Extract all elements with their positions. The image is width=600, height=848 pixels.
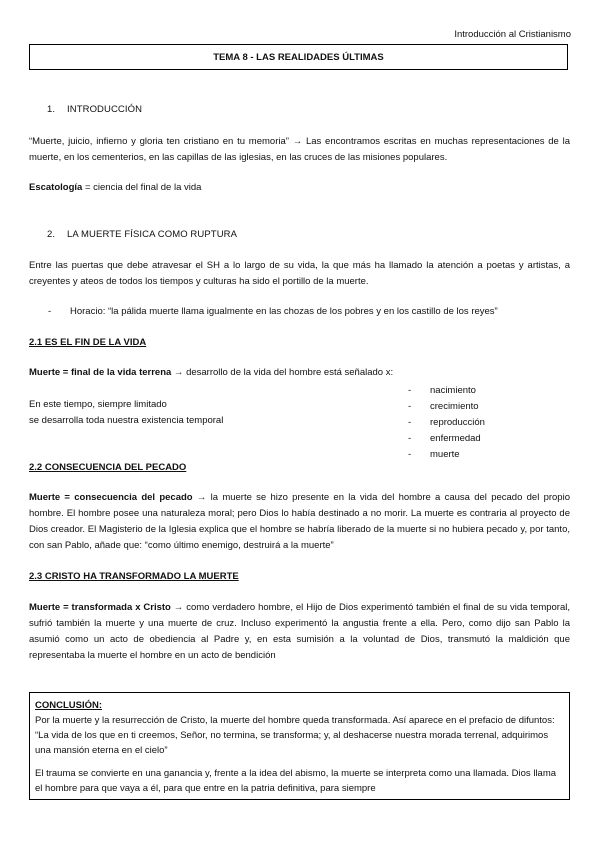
list-item: - enfermedad [408,433,481,444]
horacio-bullet [48,306,498,317]
paragraph-text: → como verdadero hombre, el Hijo de Dios experimentó también el final de su vida temporal, sufrió también la muerte y una muerte de cruz. Incluso experimentó la angustia frente a ella. Pero, como dijo san Pablo la asumió como un acto de obediencia al Padre y, en esta sumisión a la voluntad de Dios, transmutó la maldición que representaba la muerte el hombre en un acto de bendición [29,602,570,661]
conclusion-paragraph-1: Por la muerte y la resurrección de Cristo, la muerte del hombre queda transformada. Así aparece en el prefacio de difuntos: “La vida de los que en ti creemos, Señor, no termina, se transforma; y, al deshacerse nuestra morada terrenal, adquirimos una mansión eterna en el cielo” [35,715,555,756]
section-1-heading [47,104,142,115]
section-1-number: 1. [47,104,56,115]
intro-paragraph [29,134,570,166]
conclusion-title: CONCLUSIÓN: [35,700,103,711]
conclusion-paragraph-2: El trauma se convierte en una ganancia y, frente a la idea del abismo, la muerte se interpreta como una llamada. Dios llama el hombre para que vaya a él, para que entre en la patria definitiva, para siempre [35,768,557,794]
lead-rest: → desarrollo de la vida del hombre está señalado x: [171,367,394,378]
horacio-quote: Horacio: “la pálida muerte llama igualmente en las chozas de los pobres y en los castillo de los reyes” [70,306,498,317]
subsection-2-2-paragraph [29,490,570,554]
tema-title: TEMA 8 - LAS REALIDADES ÚLTIMAS [213,51,384,63]
list-item: - muerte [408,449,460,460]
escatologia-definition [29,182,201,193]
subsection-2-2-heading: 2.2 CONSECUENCIA DEL PECADO [29,462,187,473]
section-1-title: INTRODUCCIÓN [67,104,143,115]
lead-bold: Muerte = final de la vida terrena [29,367,172,378]
list-item: - nacimiento [408,385,476,396]
lead-bold: Muerte = consecuencia del pecado [29,492,193,503]
subsection-2-1-lead [29,367,393,378]
life-stages-list [408,383,485,463]
intro-quote-rest: → Las encontramos escritas en muchas representaciones de la muerte, en los cementerios, en las capillas de las iglesias, en las cruces de las misiones populares. [29,136,571,163]
section-2-heading [47,229,237,240]
left-line-2: se desarrolla toda nuestra existencia temporal [29,415,224,426]
subsection-2-3-heading: 2.3 CRISTO HA TRANSFORMADO LA MUERTE [29,571,239,582]
section-2-intro: Entre las puertas que debe atravesar el SH a lo largo de su vida, la que más ha llamado la atención a poetas y artistas, a creyentes y ateos de todos los tiempos y culturas ha sido el portillo de la muerte. [29,260,570,287]
bullet-dash: - [48,306,52,317]
list-item: - crecimiento [408,401,479,412]
intro-quote: “Muerte, juicio, infierno y gloria ten cristiano en tu memoria” [29,136,289,147]
paragraph-text: → la muerte se hizo presente en la vida del hombre a causa del pecado del propio hombre. El hombre posee una naturaleza moral; pero Dios lo había destinado a no morir. La muerte es contraria al proyecto de Dios creador. El Magisterio de la Iglesia explica que el hombre se habría liberado de la muerte si no hubiera pecado y, por tanto, con san Pablo, añade que: “como último enemigo, destruirá a la muerte” [29,492,570,551]
section-2-number: 2. [47,229,56,240]
definition-term: Escatología [29,182,83,193]
list-item: - reproducción [408,417,485,428]
definition-text: = ciencia del final de la vida [82,182,202,193]
subsection-2-1-heading: 2.1 ES EL FIN DE LA VIDA [29,337,147,348]
tema-title-box [29,44,568,70]
running-header: Introducción al Cristianismo [454,29,571,40]
lead-bold: Muerte = transformada x Cristo [29,602,171,613]
section-2-title: LA MUERTE FÍSICA COMO RUPTURA [67,229,238,240]
subsection-2-3-paragraph [29,600,570,664]
left-line-1: En este tiempo, siempre limitado [29,399,167,410]
conclusion-box [29,692,570,800]
